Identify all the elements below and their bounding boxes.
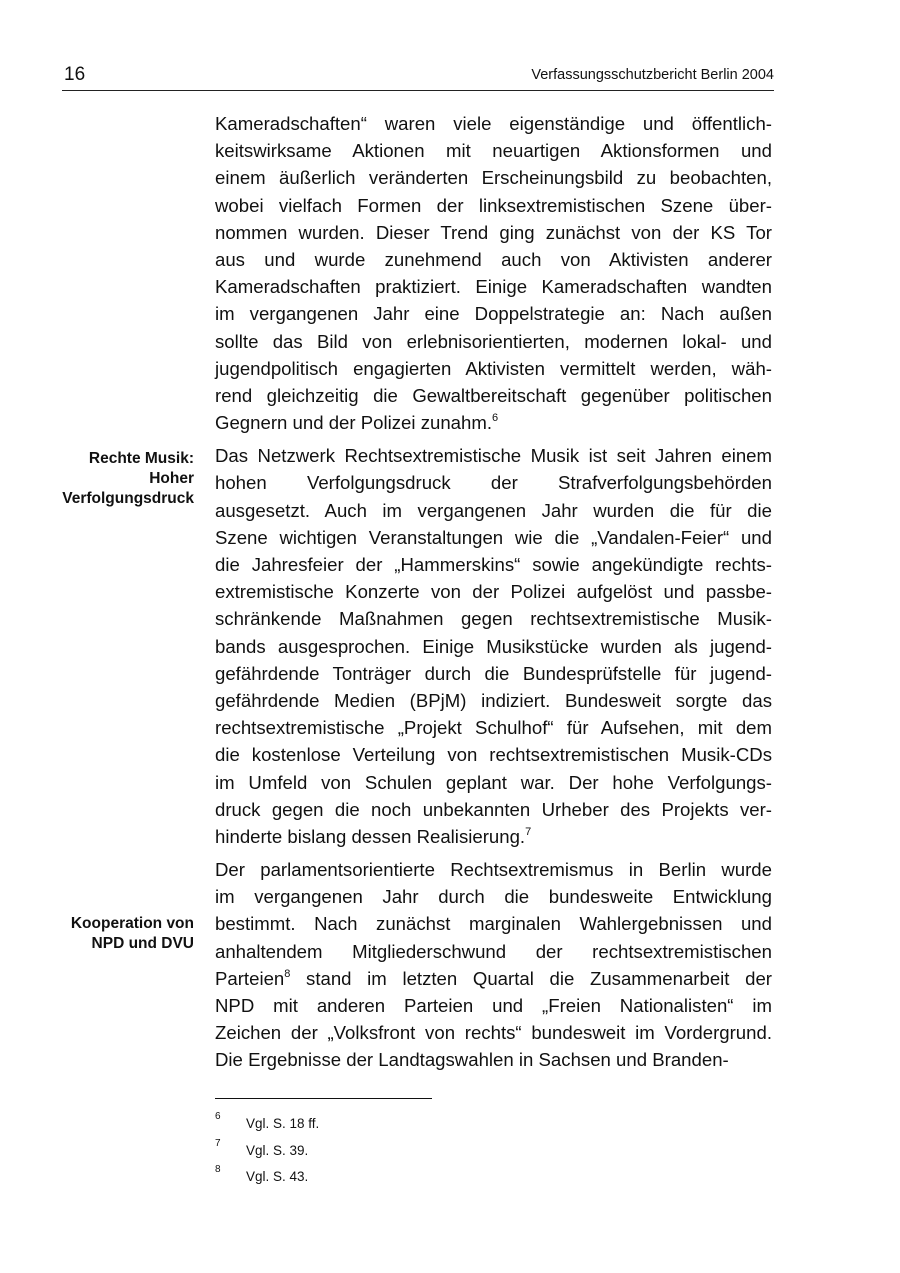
margin-note-line: Hoher (149, 470, 194, 487)
text-line: wobei vielfach Formen der linksextremistischen Szene über- (215, 194, 772, 216)
text-line: extremistische Konzerte von der Polizei aufgelöst und passbe- (215, 581, 772, 603)
footnote-number: 6 (215, 1111, 221, 1122)
footnote-text: Vgl. S. 43. (246, 1169, 309, 1184)
footnote-ref-7[interactable]: 7 (525, 825, 532, 838)
text-line: einem äußerlich veränderten Erscheinungsbild zu beobachten, (215, 167, 772, 189)
footnotes (215, 1111, 615, 1191)
text-line: die Jahresfeier der „Hammerskins“ sowie angekündigte rechts- (215, 554, 772, 575)
text-line: Szene wichtigen Veranstaltungen wie die „Vandalen-Feier“ und (215, 526, 772, 548)
page-header (62, 62, 774, 91)
text-line (215, 965, 772, 992)
margin-note-line: Rechte Musik: (88, 450, 194, 467)
text-line: sollte das Bild von erlebnisorientierten, modernen lokal- und (215, 330, 772, 352)
margin-note-line: Verfolgungsdruck (62, 490, 194, 507)
footnote-ref-8[interactable]: 8 (284, 967, 291, 980)
text-line: Zeichen der „Volksfront von rechts“ bundesweit im Vordergrund. (215, 1022, 772, 1044)
text-line: druck gegen die noch unbekannten Urheber des Projekts ver- (215, 798, 772, 820)
text-line: im Umfeld von Schulen geplant war. Der hohe Verfolgungs- (215, 771, 772, 793)
text-line: die kostenlose Verteilung von rechtsextremistischen Musik-CDs (215, 744, 772, 766)
text-line (215, 409, 772, 436)
text-line: gefährdende Tonträger durch die Bundesprüfstelle für jugend- (215, 662, 772, 684)
text-line: schränkende Maßnahmen gegen rechtsextremistische Musik- (215, 608, 772, 630)
paragraph-parlamentsorientiert (215, 856, 772, 1074)
footnote-8 (215, 1164, 615, 1191)
margin-note-rechte-musik (34, 449, 194, 509)
paragraph-kameradschaften (215, 110, 772, 436)
text-line: Kameradschaften praktiziert. Einige Kameradschaften wandten (215, 276, 772, 298)
footnote-text: Vgl. S. 39. (246, 1142, 309, 1158)
footnote-6 (215, 1111, 615, 1138)
text-line: im vergangenen Jahr durch die bundesweite Entwicklung (215, 886, 772, 908)
footnote-separator (215, 1098, 432, 1099)
text-line: keitswirksame Aktionen mit neuartigen Aktionsformen und (215, 140, 772, 162)
text-line: rechtsextremistische „Projekt Schulhof“ für Aufsehen, mit dem (215, 717, 772, 739)
text-line: hohen Verfolgungsdruck der Strafverfolgungsbehörden (215, 472, 772, 494)
text-fragment: Gegnern und der Polizei zunahm. (215, 412, 493, 434)
text-fragment: hinderte bislang dessen Realisierung. (215, 825, 526, 847)
text-line: bestimmt. Nach zunächst marginalen Wahlergebnissen und (215, 913, 772, 935)
margin-note-line: NPD und DVU (91, 935, 194, 952)
body-text (215, 110, 772, 1080)
margin-note-line: Kooperation von (70, 915, 194, 932)
text-line: rend gleichzeitig die Gewaltbereitschaft gegenüber politischen (215, 384, 772, 406)
text-line: im vergangenen Jahr eine Doppelstrategie an: Nach außen (215, 303, 772, 325)
text-line: nommen wurden. Dieser Trend ging zunächst von der KS Tor (215, 221, 772, 243)
text-line: ausgesetzt. Auch im vergangenen Jahr wurden die für die (215, 499, 772, 521)
text-line: Die Ergebnisse der Landtagswahlen in Sachsen und Branden- (215, 1049, 729, 1071)
footnote-number: 8 (215, 1164, 221, 1175)
footnote-number: 7 (215, 1137, 221, 1149)
footnote-ref-6[interactable]: 6 (492, 412, 499, 425)
footnote-text: Vgl. S. 18 ff. (246, 1116, 320, 1131)
text-fragment: Parteien (215, 967, 285, 989)
running-title: Verfassungsschutzbericht Berlin 2004 (531, 67, 774, 83)
margin-note-kooperation (34, 914, 194, 954)
text-line: Der parlamentsorientierte Rechtsextremismus in Berlin wurde (215, 859, 772, 881)
text-line: bands ausgesprochen. Einige Musikstücke wurden als jugend- (215, 635, 772, 657)
text-line: Das Netzwerk Rechtsextremistische Musik ist seit Jahren einem (215, 445, 772, 467)
paragraph-rechte-musik (215, 442, 772, 850)
footnote-7 (215, 1138, 615, 1165)
text-line (215, 823, 772, 850)
text-line: NPD mit anderen Parteien und „Freien Nationalisten“ im (215, 995, 772, 1016)
text-line: aus und wurde zunehmend auch von Aktivisten anderer (215, 248, 772, 270)
text-fragment: stand im letzten Quartal die Zusammenarbeit der (290, 967, 772, 989)
text-line: anhaltendem Mitgliederschwund der rechtsextremistischen (215, 940, 772, 962)
text-line: jugendpolitisch engagierten Aktivisten vermittelt werden, wäh- (215, 357, 772, 379)
text-line: Kameradschaften“ waren viele eigenständige und öffentlich- (215, 113, 772, 134)
page-number: 16 (64, 64, 86, 85)
text-line: gefährdende Medien (BPjM) indiziert. Bundesweit sorgte das (215, 689, 772, 711)
